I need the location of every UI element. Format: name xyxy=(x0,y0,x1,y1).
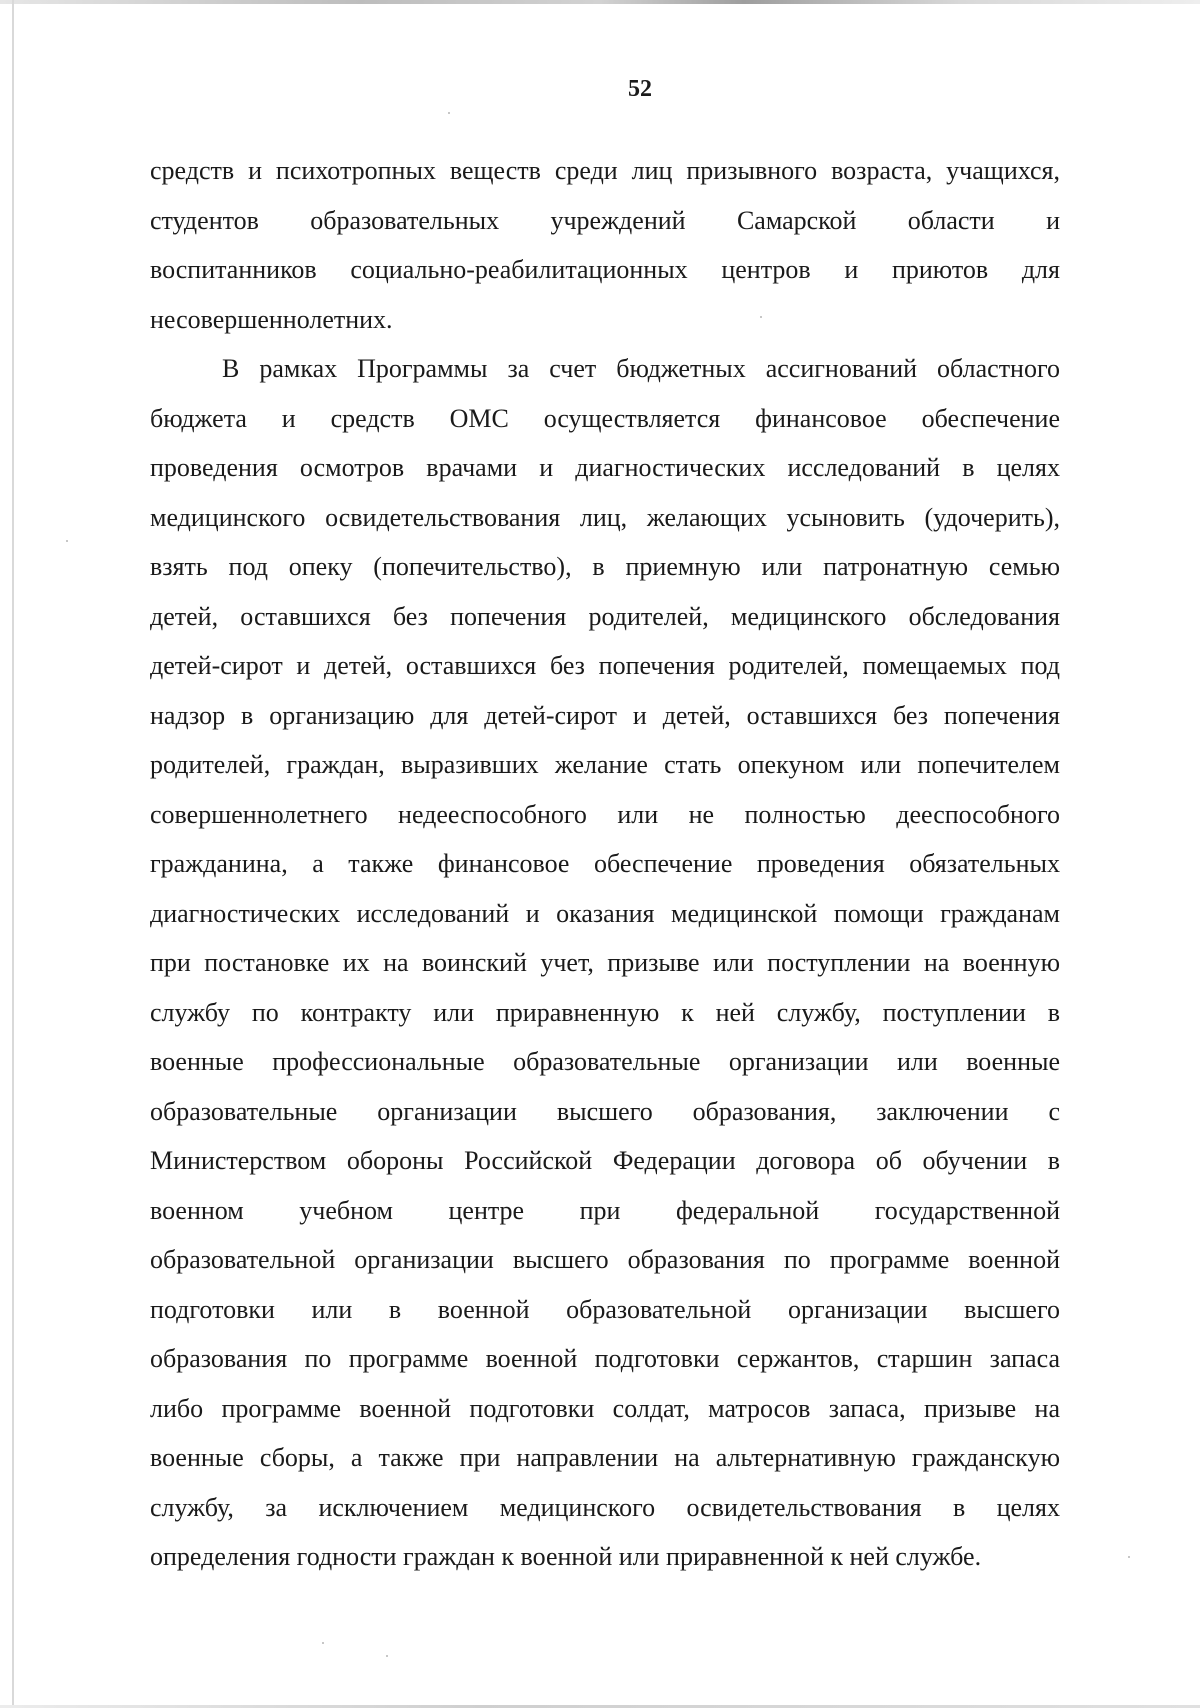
text-line: военном учебном центре при федеральной государственной xyxy=(150,1195,1060,1225)
text-line: детей-сирот и детей, оставшихся без попечения родителей, помещаемых под xyxy=(150,651,1060,680)
scan-edge-top xyxy=(0,0,1200,4)
paragraph-2 xyxy=(150,344,1060,1582)
text-line: либо программе военной подготовки солдат, матросов запаса, призыве на xyxy=(150,1393,1060,1423)
text-line: родителей, граждан, выразивших желание стать опекуном или попечителем xyxy=(150,750,1060,779)
text-line: подготовки или в военной образовательной организации высшего xyxy=(150,1294,1060,1324)
text-line: Министерством обороны Российской Федерации договора об обучении в xyxy=(150,1146,1060,1175)
text-line: военные сборы, а также при направлении на альтернативную гражданскую xyxy=(150,1443,1060,1472)
text-line: средств и психотропных веществ среди лиц призывного возраста, учащихся, xyxy=(150,156,1060,185)
text-line: образования по программе военной подготовки сержантов, старшин запаса xyxy=(150,1344,1060,1373)
text-line: надзор в организацию для детей-сирот и детей, оставшихся без попечения xyxy=(150,700,1060,730)
text-line: несовершеннолетних. xyxy=(150,304,393,334)
text-line: образовательной организации высшего образования по программе военной xyxy=(150,1245,1060,1274)
scan-edge-left xyxy=(12,0,14,1708)
text-line: бюджета и средств ОМС осуществляется финансовое обеспечение xyxy=(150,403,1060,433)
text-line: студентов образовательных учреждений Самарской области и xyxy=(150,205,1060,235)
text-line: при постановке их на воинский учет, призыве или поступлении на военную xyxy=(150,948,1060,977)
text-line: образовательные организации высшего образования, заключении с xyxy=(150,1096,1060,1126)
text-line: службу по контракту или приравненную к ней службу, поступлении в xyxy=(150,997,1060,1027)
scan-speck xyxy=(386,1655,388,1657)
text-line: медицинского освидетельствования лиц, желающих усыновить (удочерить), xyxy=(150,502,1060,532)
text-line: службу, за исключением медицинского освидетельствования в целях xyxy=(150,1492,1060,1522)
text-line: взять под опеку (попечительство), в приемную или патронатную семью xyxy=(150,552,1060,581)
text-line: проведения осмотров врачами и диагностических исследований в целях xyxy=(150,453,1060,482)
text-line: В рамках Программы за счет бюджетных ассигнований областного xyxy=(222,354,1060,383)
text-line: гражданина, а также финансовое обеспечение проведения обязательных xyxy=(150,849,1060,878)
scan-speck xyxy=(1128,1556,1130,1558)
scan-speck xyxy=(448,112,450,114)
text-line: детей, оставшихся без попечения родителей, медицинского обследования xyxy=(150,601,1060,631)
text-line: совершеннолетнего недееспособного или не полностью дееспособного xyxy=(150,799,1060,829)
text-line: диагностических исследований и оказания медицинской помощи гражданам xyxy=(150,898,1060,928)
text-line: воспитанников социально-реабилитационных центров и приютов для xyxy=(150,255,1060,284)
scan-speck xyxy=(322,1642,324,1644)
document-body xyxy=(150,146,1060,1582)
text-line: военные профессиональные образовательные организации или военные xyxy=(150,1047,1060,1076)
paragraph-1 xyxy=(150,146,1060,344)
scan-speck xyxy=(66,540,68,542)
page-number: 52 xyxy=(628,76,652,102)
text-line: определения годности граждан к военной или приравненной к ней службе. xyxy=(150,1542,982,1571)
